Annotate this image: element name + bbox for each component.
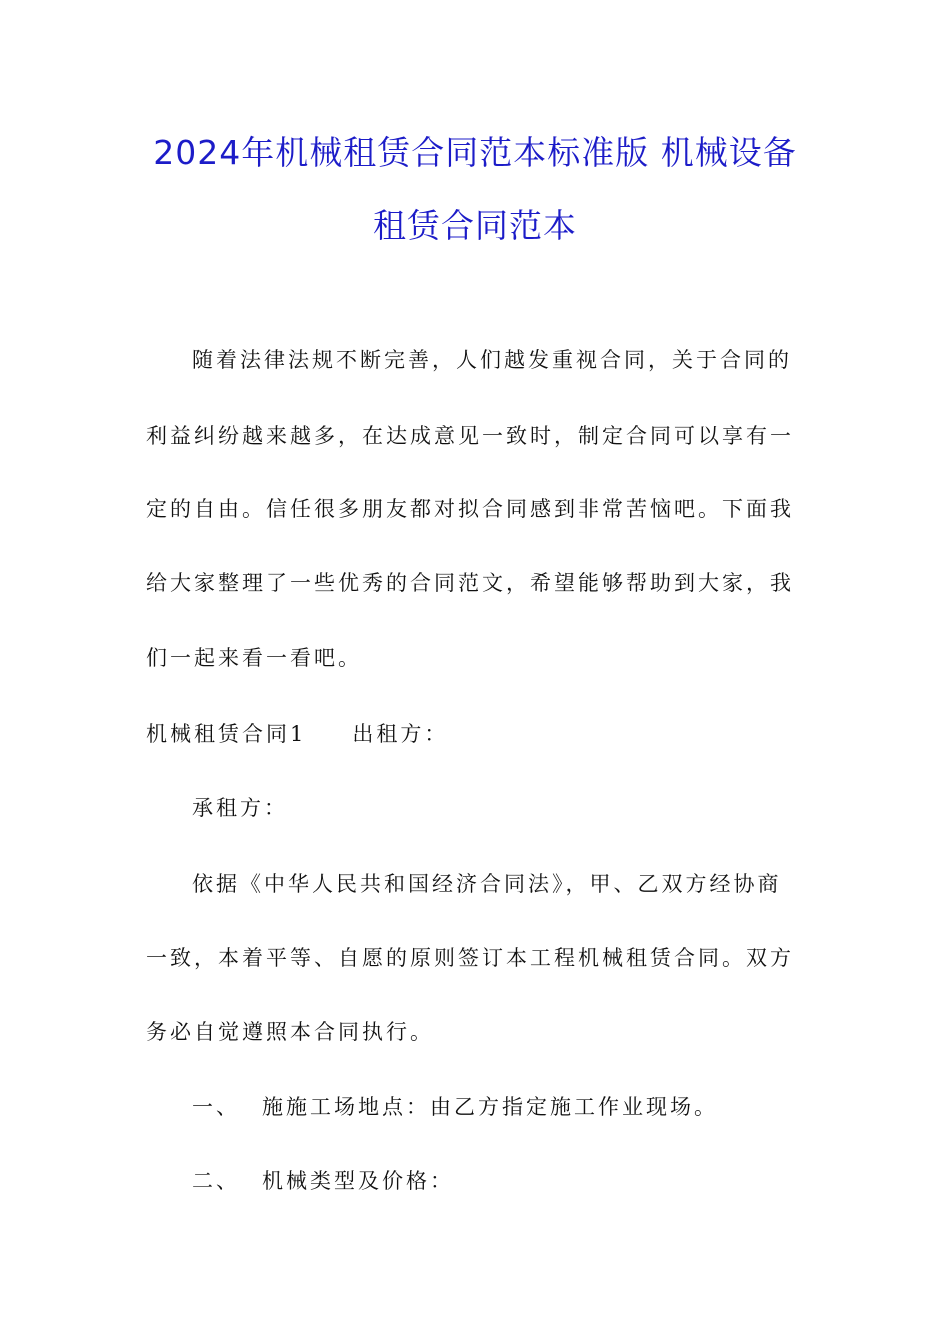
clause-2 (192, 1166, 806, 1196)
lessee-label: 承租方： (192, 796, 288, 820)
intro-paragraph-line-1: 随着法律法规不断完善，人们越发重视合同，关于合同的 (192, 348, 792, 372)
basis-paragraph-line-1: 依据《中华人民共和国经济合同法》，甲、乙双方经协商 (192, 872, 782, 896)
intro-paragraph-line-3: 定的自由。信任很多朋友都对拟合同感到非常苦恼吧。下面我 (146, 497, 794, 521)
clause-1-text: 施施工场地点：由乙方指定施工作业现场。 (262, 1095, 718, 1119)
clause-1-number: 一、 (192, 1095, 240, 1119)
clause-2-text: 机械类型及价格： (262, 1169, 454, 1193)
lessor-label: 出租方： (352, 722, 449, 746)
intro-paragraph-line-2: 利益纠纷越来越多，在达成意见一致时，制定合同可以享有一 (146, 424, 794, 448)
intro-paragraph-line-5: 们一起来看一看吧。 (146, 646, 362, 670)
basis-paragraph-line-3: 务必自觉遵照本合同执行。 (146, 1020, 434, 1044)
clause-2-number: 二、 (192, 1169, 240, 1193)
basis-paragraph-line-2: 一致，本着平等、自愿的原则签订本工程机械租赁合同。双方 (146, 946, 794, 970)
document-title-line-1: 2024年机械租赁合同范本标准版 机械设备 (153, 133, 797, 172)
clause-1 (192, 1092, 806, 1122)
contract-heading-line (146, 719, 806, 749)
document-title-line-2: 租赁合同范本 (373, 206, 577, 245)
intro-paragraph-line-4: 给大家整理了一些优秀的合同范文，希望能够帮助到大家，我 (146, 571, 794, 595)
contract-heading: 机械租赁合同1 (146, 722, 307, 746)
